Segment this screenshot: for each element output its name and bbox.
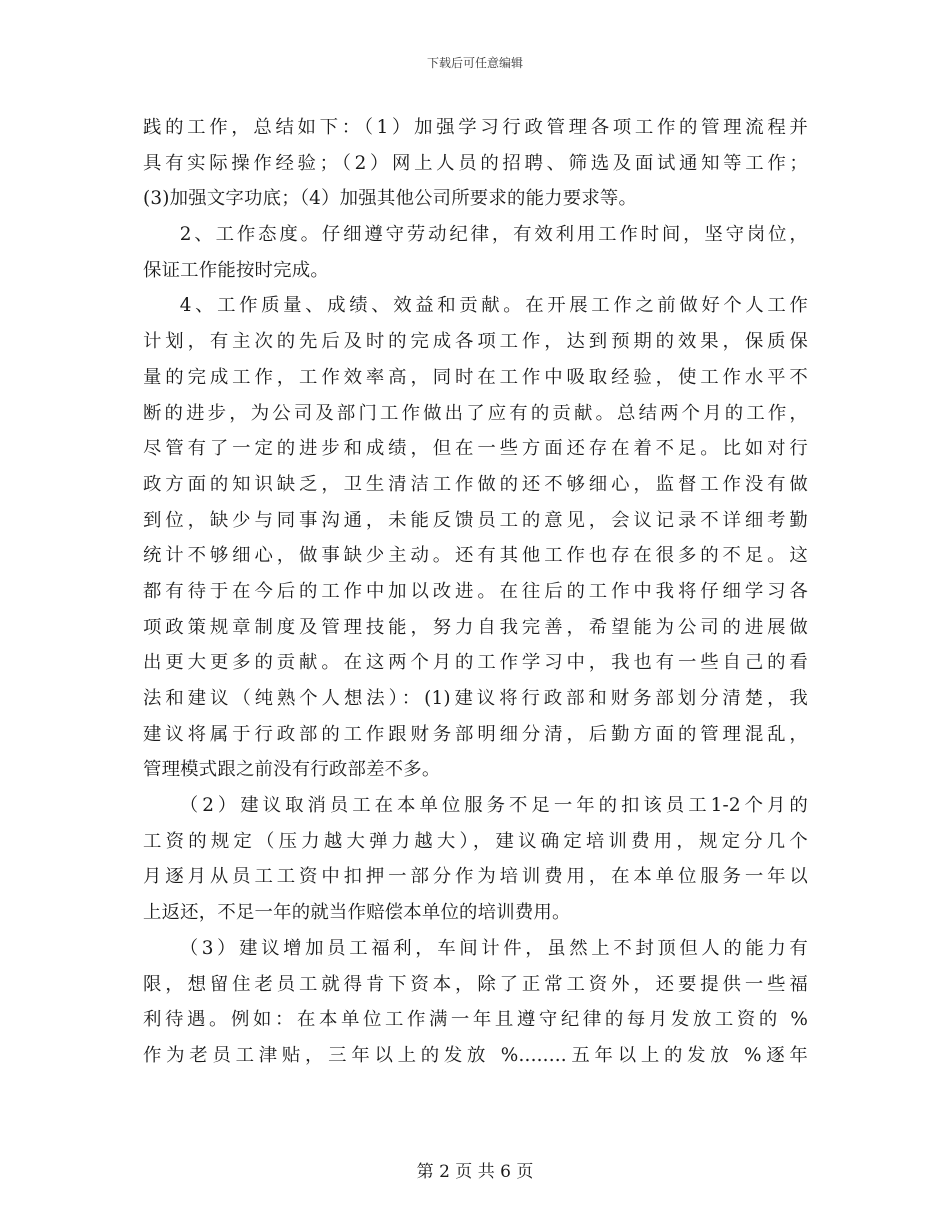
body-line: 断的进步，为公司及部门工作做出了应有的贡献。总结两个月的工作， xyxy=(143,402,808,424)
body-line: 政方面的知识缺乏，卫生清洁工作做的还不够细心，监督工作没有做 xyxy=(143,473,808,495)
body-line: 项政策规章制度及管理技能，努力自我完善，希望能为公司的进展做 xyxy=(143,616,808,638)
body-line: 统计不够细心，做事缺少主动。还有其他工作也存在很多的不足。这 xyxy=(143,545,808,567)
body-line: 计划，有主次的先后及时的完成各项工作，达到预期的效果，保质保 xyxy=(143,331,808,353)
body-line: 作为老员工津贴，三年以上的发放 %........五年以上的发放 %逐年 xyxy=(143,1044,808,1066)
body-line: 具有实际操作经验；（2）网上人员的招聘、筛选及面试通知等工作； xyxy=(143,152,808,174)
body-line: 工资的规定（压力越大弹力越大），建议确定培训费用，规定分几个 xyxy=(143,830,808,852)
page-footer: 第 2 页 共 6 页 xyxy=(416,1162,534,1182)
body-line: 限，想留住老员工就得肯下资本，除了正常工资外，还要提供一些福 xyxy=(143,973,808,995)
body-line: 上返还，不足一年的就当作赔偿本单位的培训费用。 xyxy=(143,902,571,924)
body-line: 法和建议（纯熟个人想法）：(1)建议将行政部和财务部划分清楚，我 xyxy=(143,688,808,709)
body-line: 保证工作能按时完成。 xyxy=(143,259,329,281)
body-line: 4、工作质量、成绩、效益和贡献。在开展工作之前做好个人工作 xyxy=(179,295,808,317)
page-header: 下载后可任意编辑 xyxy=(426,56,523,70)
body-line: (3)加强文字功底；（4）加强其他公司所要求的能力要求等。 xyxy=(143,188,638,210)
body-line: 建议将属于行政部的工作跟财务部明细分清，后勤方面的管理混乱， xyxy=(143,723,808,745)
body-line: 到位，缺少与同事沟通，未能反馈员工的意见，会议记录不详细考勤 xyxy=(143,509,808,531)
body-line: 月逐月从员工工资中扣押一部分作为培训费用，在本单位服务一年以 xyxy=(143,866,808,888)
body-line: 践的工作，总结如下：（1）加强学习行政管理各项工作的管理流程并 xyxy=(143,117,808,138)
body-line: （3）建议增加员工福利，车间计件，虽然上不封顶但人的能力有 xyxy=(179,937,808,959)
body-line: 管理模式跟之前没有行政部差不多。 xyxy=(143,759,441,781)
body-line: 量的完成工作，工作效率高，同时在工作中吸取经验，使工作水平不 xyxy=(143,366,808,388)
body-line: （2）建议取消员工在本单位服务不足一年的扣该员工1-2个月的 xyxy=(179,795,808,817)
body-line: 出更大更多的贡献。在这两个月的工作学习中，我也有一些自己的看 xyxy=(143,652,808,674)
body-line: 都有待于在今后的工作中加以改进。在往后的工作中我将仔细学习各 xyxy=(143,580,808,602)
body-line: 尽管有了一定的进步和成绩，但在一些方面还存在着不足。比如对行 xyxy=(143,438,808,460)
body-line: 2、工作态度。仔细遵守劳动纪律，有效利用工作时间，坚守岗位， xyxy=(179,224,808,246)
body-line: 利待遇。例如：在本单位工作满一年且遵守纪律的每月发放工资的 % xyxy=(143,1009,808,1031)
document-body xyxy=(143,110,808,1074)
